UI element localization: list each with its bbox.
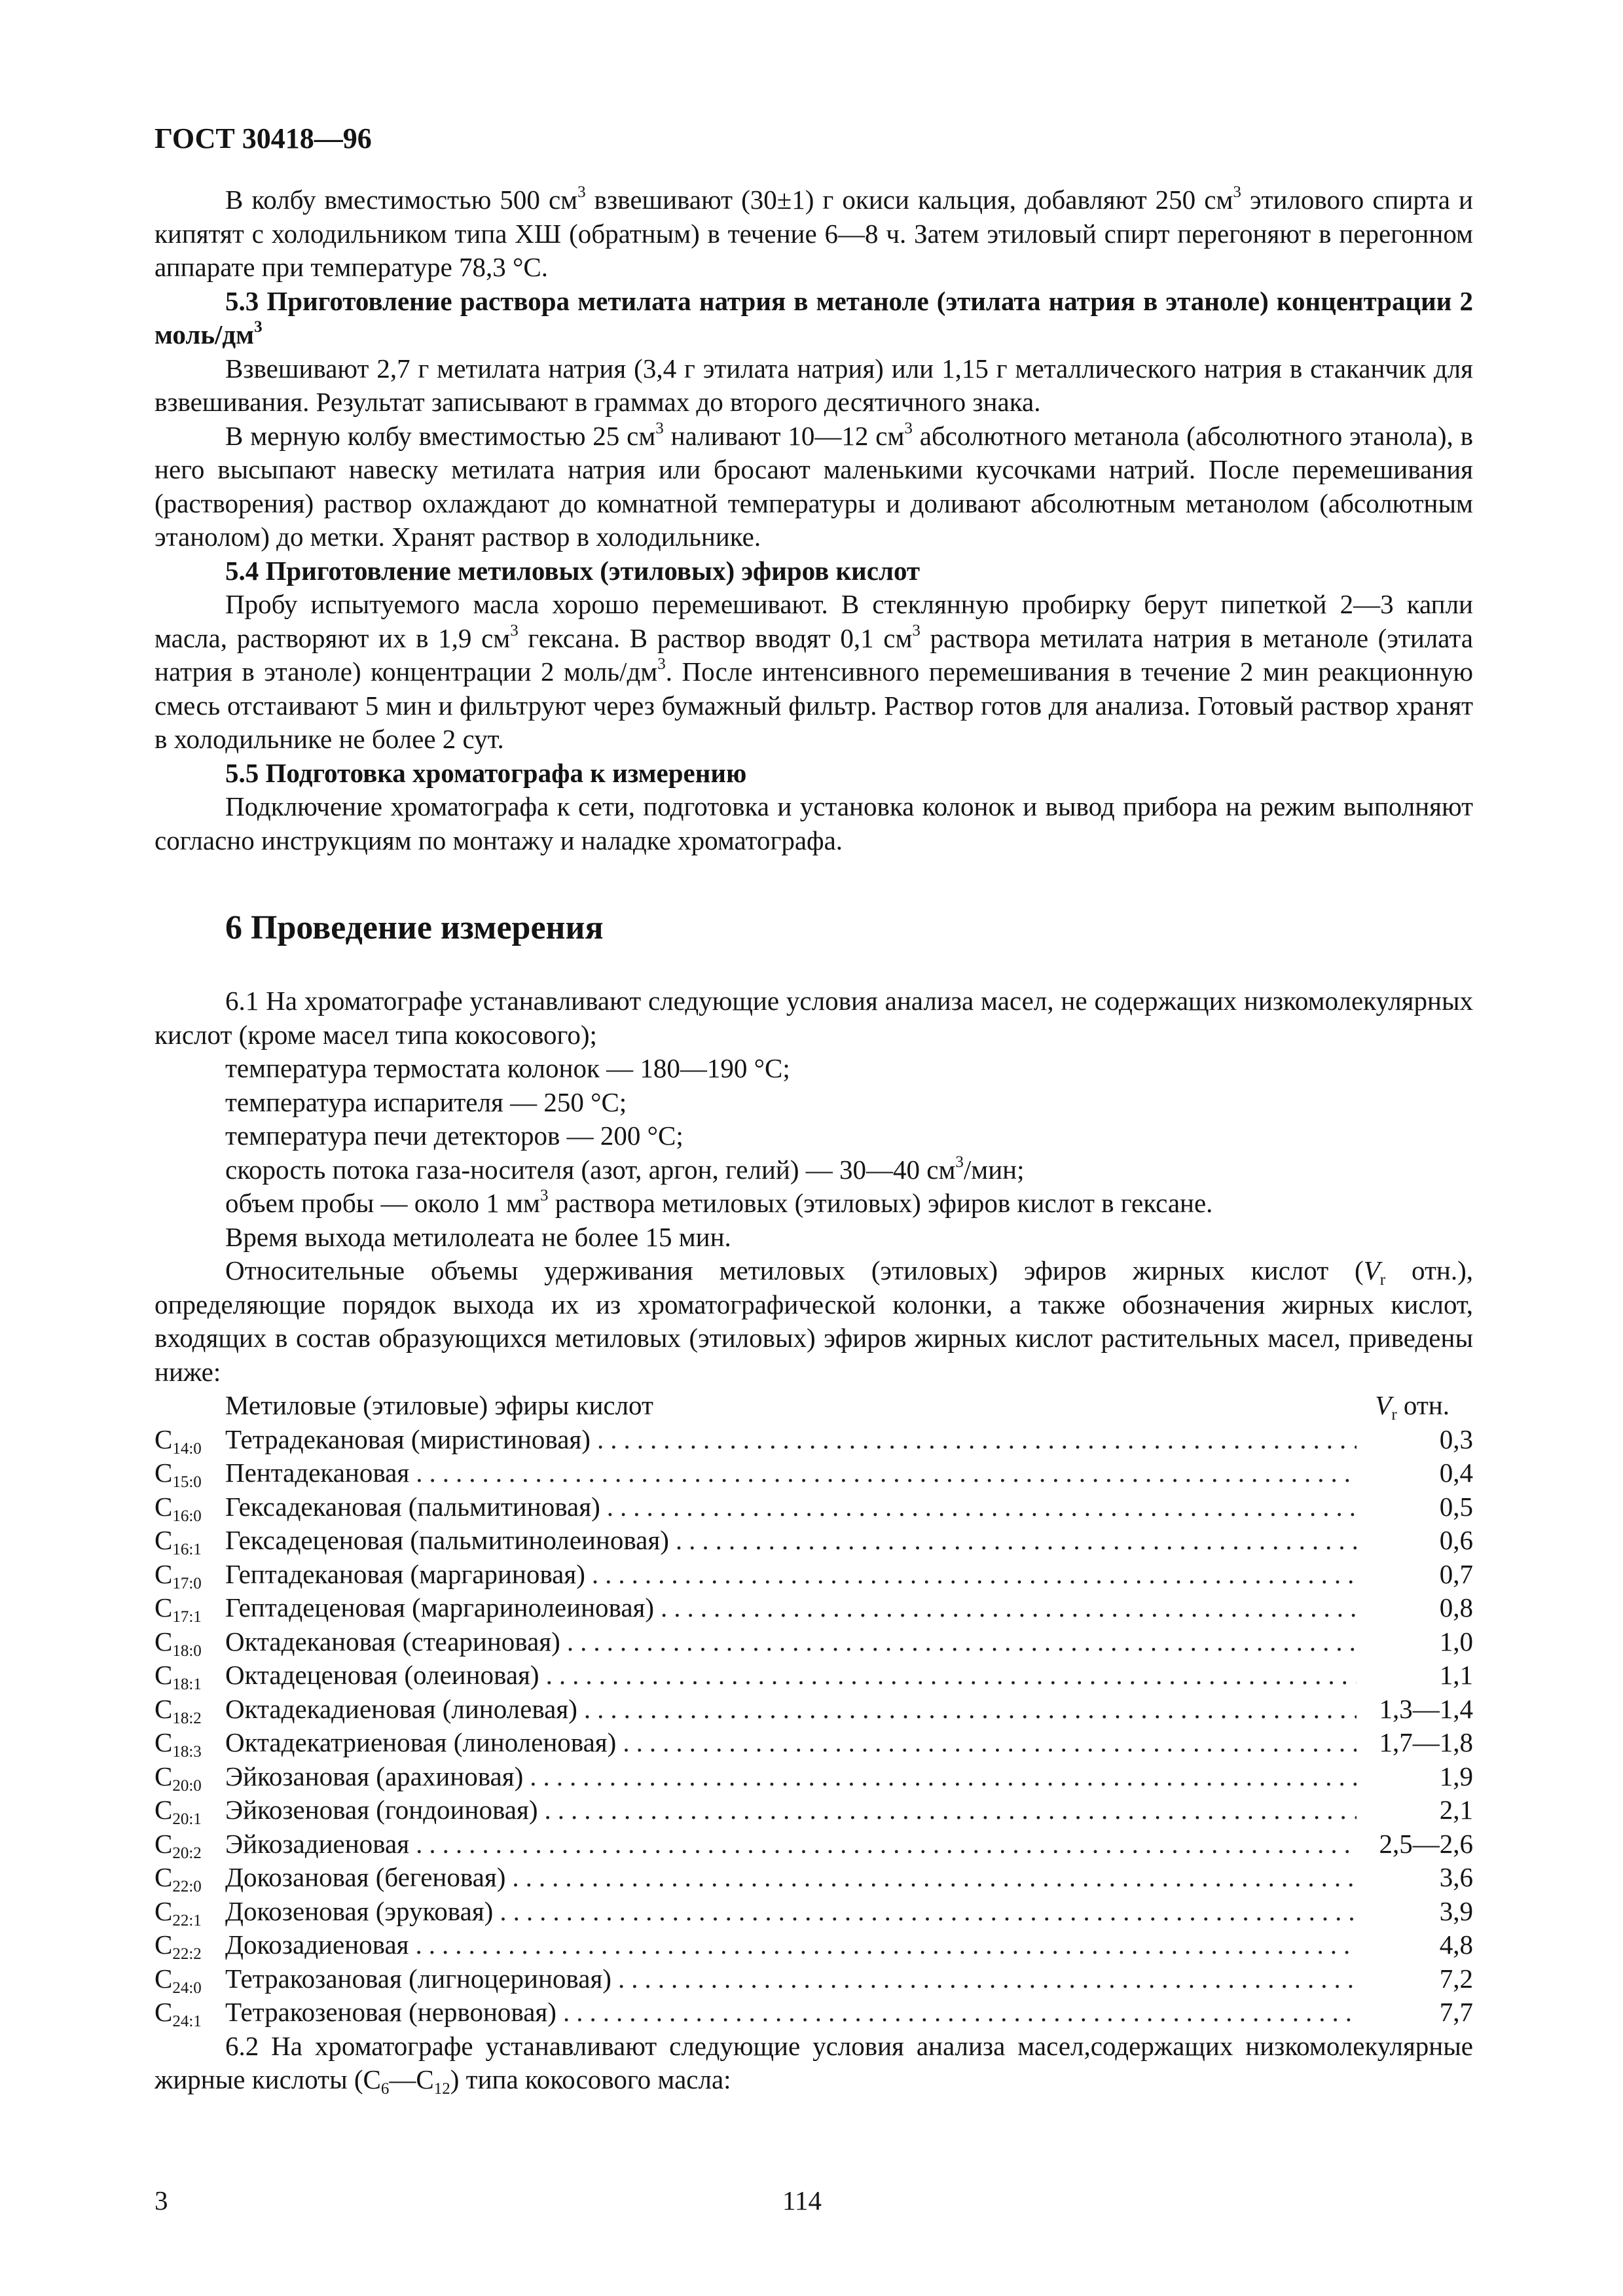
table-row: [155, 1693, 1473, 1727]
acid-value: 1,7—1,8: [1379, 1727, 1473, 1757]
acid-value: 1,0: [1439, 1626, 1473, 1657]
acid-code: $C_{17:1}$: [155, 1592, 202, 1626]
leader-dots: [623, 1726, 1357, 1760]
table-row: [155, 1456, 1473, 1490]
acid-code: $C_{15:0}$: [155, 1458, 202, 1491]
leader-dots: [546, 1659, 1357, 1693]
table-row: [155, 1726, 1473, 1760]
acid-name: Эйкозановая (арахиновая): [225, 1761, 524, 1791]
table-row: [155, 1625, 1473, 1659]
leader-dots: [544, 1793, 1357, 1827]
acid-name: Эйкозадиеновая: [225, 1828, 410, 1859]
leader-dots: [416, 1928, 1357, 1962]
acid-name: Октадекановая (стеариновая): [225, 1626, 560, 1657]
table-row: [155, 1996, 1473, 2030]
acid-name: Октадекадиеновая (линолевая): [225, 1693, 577, 1724]
leader-dots: [592, 1558, 1357, 1592]
acid-value: 0,6: [1439, 1525, 1473, 1555]
acid-name: Гептадеценовая (маргаринолеиновая): [225, 1592, 655, 1623]
acid-name: Гептадекановая (маргариновая): [225, 1558, 585, 1589]
intro-paragraph: В колбу вместимостью 500 $см^3$ взвешивают (30±1) г окиси кальция, добавляют 250 $см^3$ этилового спирта и кипятят с холодильником типа ХШ (обратным) в течение 6—8 ч. Затем этиловый спирт перегоняют в перегонном аппарате при температуре 78,3 °С.: [155, 183, 1473, 282]
acid-code: $C_{18:3}$: [155, 1727, 202, 1761]
acid-value: 7,7: [1439, 1997, 1473, 2027]
acid-name: Эйкозеновая (гондоиновая): [225, 1795, 538, 1825]
leader-dots: [676, 1524, 1357, 1558]
document-header: ГОСТ 30418—96: [155, 122, 372, 154]
leader-dots: [416, 1456, 1357, 1490]
acid-value: 0,3: [1439, 1424, 1473, 1454]
section-5-4-title: 5.4 Приготовление метиловых (этиловых) эфиров кислот: [225, 555, 921, 586]
acid-code: $C_{16:1}$: [155, 1525, 202, 1558]
table-row: [155, 1423, 1473, 1457]
relative-volumes-paragraph: Относительные объемы удерживания метиловых (этиловых) эфиров жирных кислот ($V_r$ отн.), определяющие порядок выхода их из хроматографической колонки, а также обозначения жирных кислот, входящих в состав образующихся метиловых (этиловых) эфиров жирных кислот растительных масел, приведены ниже:: [155, 1255, 1473, 1387]
table-row: [155, 1558, 1473, 1592]
leader-dots: [563, 1996, 1357, 2030]
acid-name: Тетракозановая (лигноцериновая): [225, 1963, 611, 1994]
acid-value: 0,8: [1439, 1592, 1473, 1623]
leader-dots: [567, 1625, 1357, 1659]
table-row: [155, 1793, 1473, 1827]
table-row: [155, 1591, 1473, 1625]
table-header: [155, 1389, 1473, 1423]
acid-code: $C_{18:1}$: [155, 1660, 202, 1693]
acid-value: 3,9: [1439, 1895, 1473, 1926]
table-row: [155, 1827, 1473, 1861]
section-6-heading: 6 Проведение измерения: [225, 909, 604, 946]
acid-name: Докозановая (бегеновая): [225, 1862, 506, 1892]
acid-name: Октадеценовая (олеиновая): [225, 1660, 539, 1690]
table-row: [155, 1760, 1473, 1794]
condition-3: температура печи детекторов — 200 °С;: [225, 1121, 684, 1151]
section-5-3-p2: В мерную колбу вместимостью 25 $см^3$ наливают 10—12 $см^3$ абсолютного метанола (абсолютного этанола), в него высыпают навеску метилата натрия или бросают маленькими кусочками натрий. После перемешивания (растворения) раствор охлаждают до комнатной температуры и доливают абсолютным метанолом (абсолютным этанолом) до метки. Хранят раствор в холодильнике.: [155, 419, 1473, 552]
acid-code: $C_{20:0}$: [155, 1761, 202, 1795]
acid-value: 2,5—2,6: [1379, 1828, 1473, 1859]
section-5-5-p: Подключение хроматографа к сети, подготовка и установка колонок и вывод прибора на режим выполняют согласно инструкциям по монтажу и наладке хроматографа.: [155, 791, 1473, 855]
leader-dots: [584, 1693, 1357, 1727]
acid-value: 0,7: [1439, 1558, 1473, 1589]
condition-4: скорость потока газа-носителя (азот, аргон, гелий) — 30—40 $см^3$/мин;: [225, 1153, 1025, 1185]
acid-name: Тетракозеновая (нервоновая): [225, 1997, 556, 2027]
acid-code: $C_{22:1}$: [155, 1895, 202, 1929]
table-row: [155, 1928, 1473, 1962]
acid-value: 2,1: [1439, 1795, 1473, 1825]
acid-name: Октадекатриеновая (линоленовая): [225, 1727, 617, 1757]
table-header-name: Метиловые (этиловые) эфиры кислот: [225, 1390, 653, 1420]
section-6-2-p: 6.2 На хроматографе устанавливают следующие условия анализа масел,содержащих низкомолекулярные жирные кислоты $(С_6—С_{12})$ типа кокосового масла:: [155, 2030, 1473, 2098]
section-5-5-title: 5.5 Подготовка хроматографа к измерению: [225, 757, 747, 788]
acid-code: $C_{22:0}$: [155, 1862, 202, 1895]
table-row: [155, 1659, 1473, 1693]
section-5-3-p1: Взвешивают 2,7 г метилата натрия (3,4 г этилата натрия) или 1,15 г металлического натрия в стаканчик для взвешивания. Результат записывают в граммах до второго десятичного знака.: [155, 353, 1473, 417]
leader-dots: [500, 1895, 1357, 1929]
table-row: [155, 1962, 1473, 1996]
table-row: [155, 1895, 1473, 1929]
leader-dots: [530, 1760, 1357, 1794]
acid-code: $C_{14:0}$: [155, 1424, 202, 1458]
acid-code: $C_{16:0}$: [155, 1491, 202, 1525]
acid-code: $C_{17:0}$: [155, 1558, 202, 1592]
leader-dots: [512, 1861, 1357, 1895]
acid-code: $C_{22:2}$: [155, 1929, 202, 1963]
page-content: [155, 183, 1473, 2097]
leader-dots: [416, 1827, 1357, 1861]
table-row: [155, 1490, 1473, 1524]
acid-name: Докозеновая (эруковая): [225, 1895, 494, 1926]
acid-code: $C_{20:1}$: [155, 1795, 202, 1828]
section-5-4-p: Пробу испытуемого масла хорошо перемешивают. В стеклянную пробирку берут пипеткой 2—3 капли масла, растворяют их в 1,9 $см^3$ гексана. В раствор вводят 0,1 $см^3$ раствора метилата натрия в метаноле (этилата натрия в этаноле) концентрации 2 моль/$дм^3$. После интенсивного перемешивания в течение 2 мин реакционную смесь отстаивают 5 мин и фильтруют через бумажный фильтр. Раствор готов для анализа. Готовый раствор хранят в холодильнике не более 2 сут.: [155, 589, 1474, 754]
acid-name: Докозадиеновая: [225, 1929, 409, 1960]
acid-name: Гексадеценовая (пальмитинолеиновая): [225, 1525, 669, 1555]
acid-value: 4,8: [1439, 1929, 1473, 1960]
acid-code: $C_{20:2}$: [155, 1828, 202, 1862]
table-header-value: $V_r$ отн.: [1375, 1390, 1450, 1424]
acid-code: $C_{18:0}$: [155, 1626, 202, 1660]
acid-value: 1,3—1,4: [1379, 1693, 1473, 1724]
acid-name: Гексадекановая (пальмитиновая): [225, 1491, 600, 1522]
acid-name: Пентадекановая: [225, 1458, 410, 1488]
leader-dots: [597, 1423, 1357, 1457]
acid-value: 1,1: [1439, 1660, 1473, 1690]
section-5-3-title: 5.3 Приготовление раствора метилата натрия в метаноле (этилата натрия в этаноле) концентрации 2 моль/$дм^3$: [155, 285, 1473, 350]
condition-5: объем пробы — около 1 $мм^3$ раствора метиловых (этиловых) эфиров кислот в гексане.: [225, 1187, 1213, 1218]
fatty-acid-table: [155, 1423, 1473, 2030]
leader-dots: [661, 1591, 1357, 1625]
table-row: [155, 1524, 1473, 1558]
acid-code: $C_{18:2}$: [155, 1693, 202, 1727]
acid-value: 0,4: [1439, 1458, 1473, 1488]
acid-value: 7,2: [1439, 1963, 1473, 1994]
acid-code: $C_{24:1}$: [155, 1997, 202, 2030]
acid-value: 0,5: [1439, 1491, 1473, 1522]
footer-center-number: 114: [782, 2185, 822, 2215]
leader-dots: [618, 1962, 1357, 1996]
acid-value: 1,9: [1439, 1761, 1473, 1791]
acid-value: 3,6: [1439, 1862, 1473, 1892]
acid-name: Тетрадекановая (миристиновая): [225, 1424, 591, 1454]
footer-page-number: 3: [155, 2185, 168, 2215]
condition-2: температура испарителя — 250 °С;: [225, 1086, 627, 1117]
condition-6: Время выхода метилолеата не более 15 мин.: [225, 1221, 731, 1252]
condition-1: температура термостата колонок — 180—190 °С;: [225, 1053, 790, 1083]
table-row: [155, 1861, 1473, 1895]
section-6-1-p: 6.1 На хроматографе устанавливают следующие условия анализа масел, не содержащих низкомолекулярных кислот (кроме масел типа кокосового);: [155, 986, 1473, 1050]
leader-dots: [607, 1490, 1357, 1524]
acid-code: $C_{24:0}$: [155, 1963, 202, 1997]
